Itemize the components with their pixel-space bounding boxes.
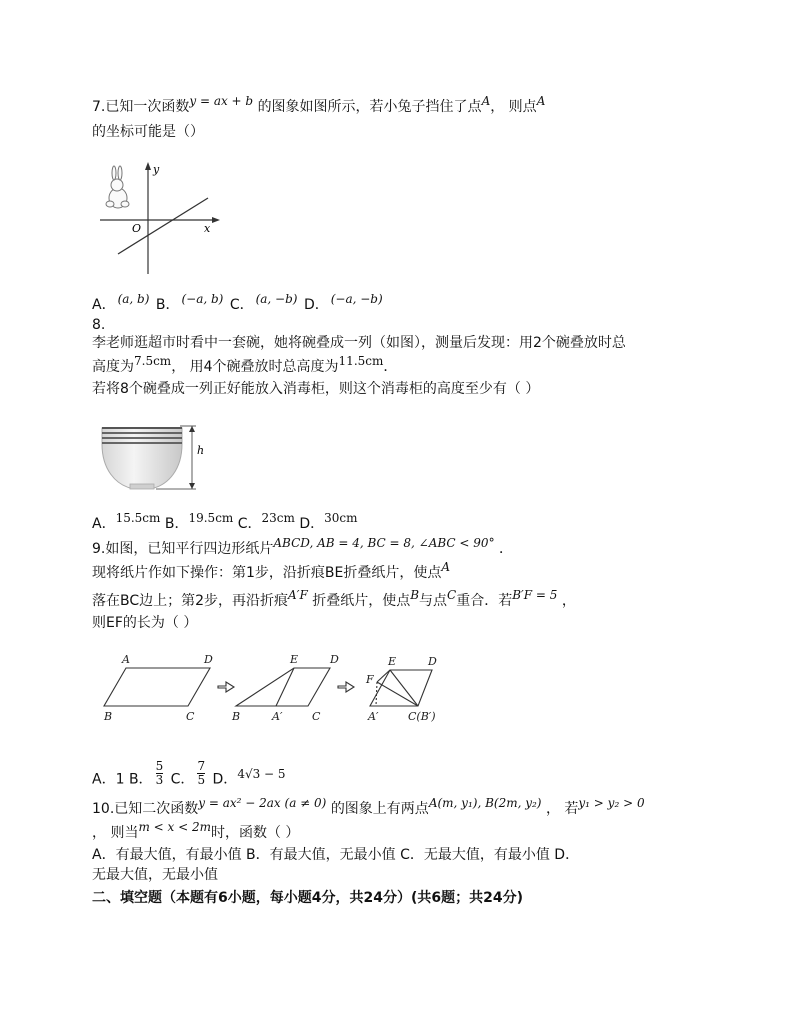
q10-function: y = ax² − 2ax (a ≠ 0) [198,796,327,810]
q10-line2: ， 则当m < x < 2m时，函数（ ） [92,820,300,841]
q7-line2: 的坐标可能是（） [92,124,204,140]
svg-text:C(B′): C(B′) [408,710,436,723]
q9-number: 9. [92,541,106,557]
svg-text:A: A [122,653,130,666]
rabbit-icon [106,166,129,208]
q7-graph [96,158,226,276]
q9-condition: ABCD, AB = 4, BC = 8, ∠ABC < 90° [273,536,495,550]
q10-line4: 无最大值，无最小值 [92,867,218,883]
q8-line1: 李老师逛超市时看中一套碗，她将碗叠成一列（如图），测量后发现：用2个碗叠放时总 [92,335,626,351]
svg-text:A′: A′ [272,710,283,723]
q8-line3: 若将8个碗叠成一列正好能放入消毒柜，则这个消毒柜的高度至少有（ ） [92,381,540,397]
q10-number: 10. [92,801,115,817]
svg-text:D: D [330,653,339,666]
svg-text:E: E [290,653,299,666]
svg-text:E: E [388,655,397,668]
bowl-stack-figure [96,418,216,494]
svg-text:C: C [186,710,195,723]
bowl-icon [102,428,182,489]
svg-text:A′: A′ [368,710,379,723]
q9-line1: 9.如图，已知平行四边形纸片ABCD, AB = 4, BC = 8, ∠ABC < 90° ． [92,536,514,557]
q9-line2: 现将纸片作如下操作：第1步，沿折痕BE折叠纸片，使点A [92,560,451,581]
origin-label: O [132,222,142,235]
q7-function: y = ax + b [189,94,254,108]
svg-text:D: D [204,653,213,666]
frac-5-3: $\frac{5}{3}$ [155,759,164,787]
x-axis-label: x [204,222,211,235]
q10-line3: A．有最大值，有最小值 B．有最大值，无最小值 C．无最大值，有最小值 D． [92,847,580,863]
y-axis-label: y [153,163,160,176]
svg-text:D: D [428,655,437,668]
section-title: 二、填空题（本题有6小题，每小题4分，共24分）(共6题；共24分) [92,890,523,906]
svg-text:B: B [232,710,241,723]
svg-text:C: C [312,710,321,723]
svg-text:F: F [366,673,374,686]
q10-line1: 10.已知二次函数y = ax² − 2ax (a ≠ 0) 的图象上有两点A(m, y₁), B(2m, y₂) ， 若y₁ > y₂ > 0 [92,796,645,817]
q9-line4: 则EF的长为（ ） [92,615,198,631]
svg-text:B: B [104,710,113,723]
frac-7-5: $\frac{7}{5}$ [197,759,206,787]
q8-line2: 高度为7.5cm， 用4个碗叠放时总高度为11.5cm． [92,354,398,375]
q8-number: 8. [92,317,106,333]
q8-options: A．15.5cm B．19.5cm C．23cm D．30cm [92,511,358,532]
q9-options: A．1 B． $\frac{5}{3}$ C． $\frac{7}{5}$ D．4√3 − 5 [92,759,286,788]
height-label: h [197,444,205,457]
q7-line1: 7.已知一次函数y = ax + b 的图象如图所示，若小兔子挡住了点A， 则点A [92,94,546,115]
q9-line3: 落在BC边上；第2步，再沿折痕A′F 折叠纸片，使点B与点C重合．若B′F = 5 ， [92,588,576,609]
q7-number: 7. [92,99,106,115]
q7-options: A． (a, b) B． (−a, b) C． (a, −b) D． (−a, −b) [92,292,383,313]
fold-figure [100,650,450,728]
